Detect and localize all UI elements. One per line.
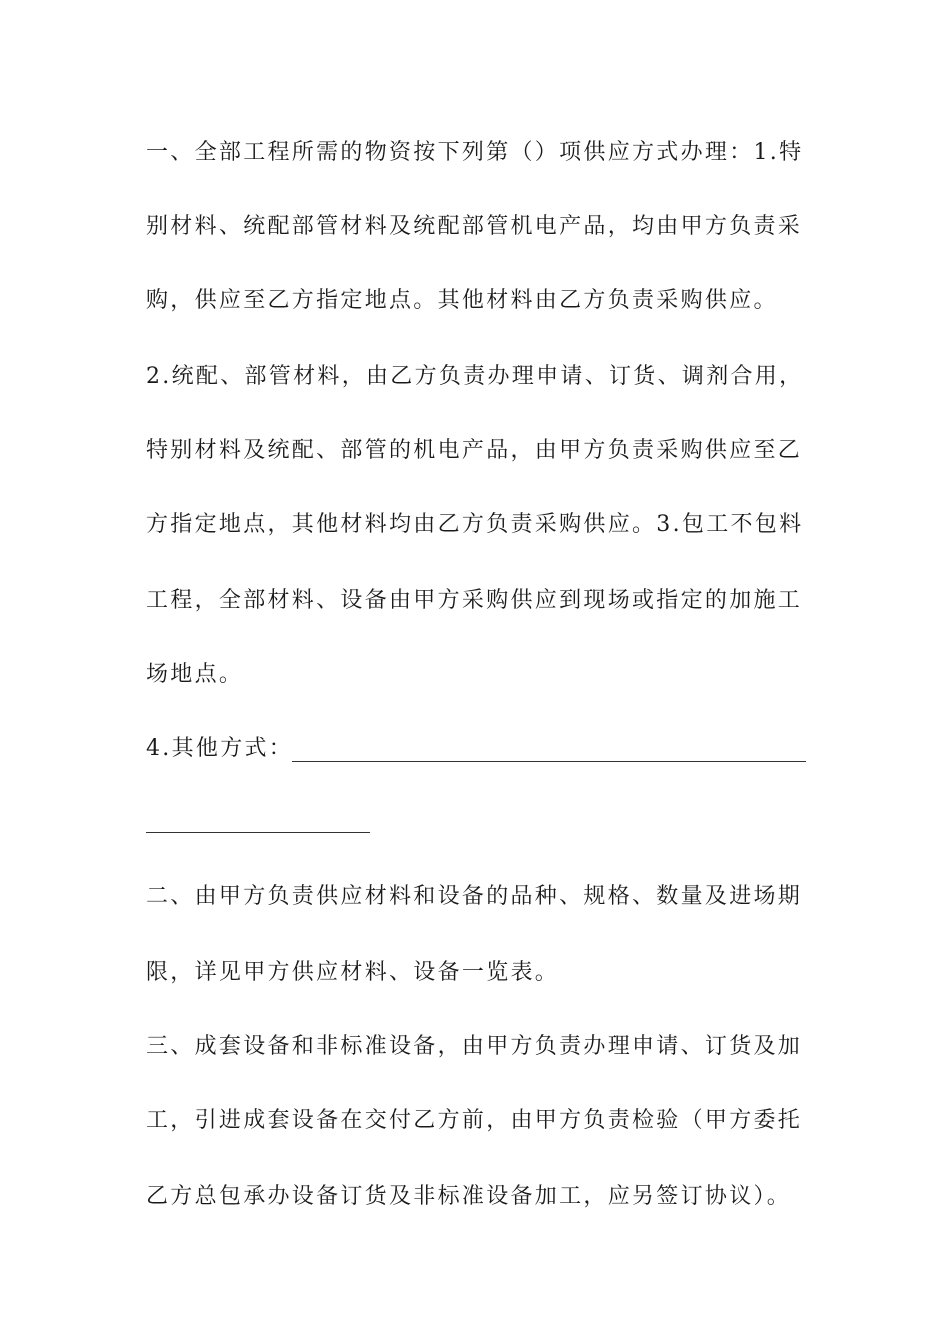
- clause-2-line-2: 限，详见甲方供应材料、设备一览表。: [146, 960, 560, 985]
- clause-1-item-2-line-3: 方指定地点，其他材料均由乙方负责采购供应。3.包工不包料: [146, 512, 804, 537]
- clause-1-item-3-line-2: 场地点。: [146, 662, 244, 687]
- clause-3-line-3: 乙方总包承办设备订货及非标准设备加工，应另签订协议）。: [146, 1184, 792, 1209]
- clause-2-line-1: 二、由甲方负责供应材料和设备的品种、规格、数量及进场期: [146, 884, 803, 909]
- clause-1-item-2-line-1: 2.统配、部管材料，由乙方负责办理申请、订货、调剂合用，: [146, 364, 804, 389]
- other-method-blank-line: [292, 761, 806, 762]
- clause-1-line-3: 购，供应至乙方指定地点。其他材料由乙方负责采购供应。: [146, 288, 778, 313]
- clause-3-line-1: 三、成套设备和非标准设备，由甲方负责办理申请、订货及加: [146, 1034, 803, 1059]
- clause-1-line-2: 别材料、统配部管材料及统配部管机电产品，均由甲方负责采: [146, 214, 803, 239]
- clause-1-line-1: 一、全部工程所需的物资按下列第（）项供应方式办理：1.特: [146, 140, 804, 165]
- clause-1-item-4-label: 4.其他方式：: [146, 736, 294, 761]
- clause-1-item-2-line-2: 特别材料及统配、部管的机电产品，由甲方负责采购供应至乙: [146, 438, 803, 463]
- clause-3-line-2: 工，引进成套设备在交付乙方前，由甲方负责检验（甲方委托: [146, 1108, 803, 1133]
- clause-1-item-3-line-1: 工程，全部材料、设备由甲方采购供应到现场或指定的加施工: [146, 588, 803, 613]
- other-method-blank-continuation: [146, 832, 370, 833]
